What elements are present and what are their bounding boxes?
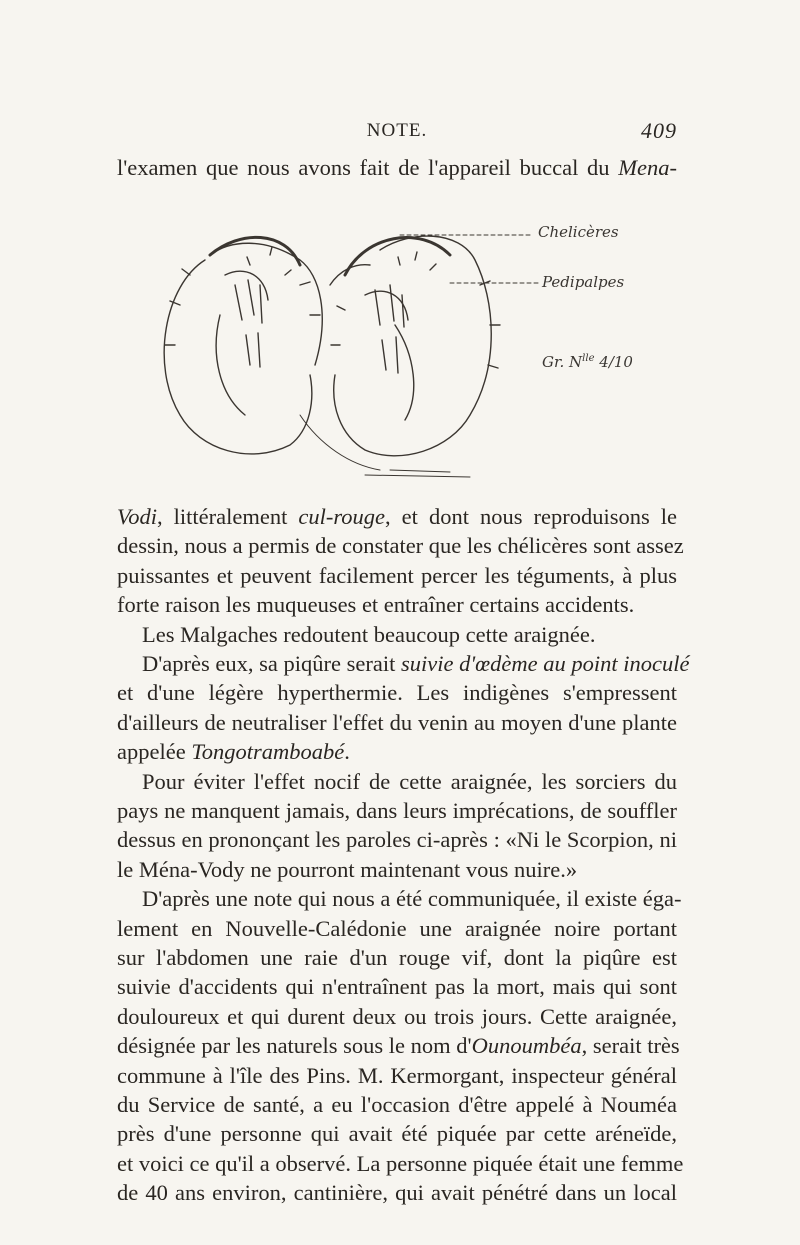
text-run: , serait très xyxy=(581,1033,680,1059)
text-line xyxy=(117,1150,684,1178)
text-run: , littéralement xyxy=(157,504,299,529)
italic-text: Vodi xyxy=(117,504,158,529)
text-line xyxy=(117,1120,677,1148)
text-run: Les Malgaches redoutent beaucoup cette araignée. xyxy=(142,621,596,647)
text-run: d'ailleurs de neutraliser l'effet du venin au moyen d'une plante xyxy=(117,709,677,735)
text-run: du Service de santé, a eu l'occasion d'être appelé à Nouméa xyxy=(117,1092,677,1117)
italic-text: suivie d'œdème au point inoculé xyxy=(400,651,690,676)
text-run: pays ne manquent jamais, dans leurs imprécations, de souffler xyxy=(117,798,677,823)
italic-text: cul-rouge xyxy=(298,504,386,529)
text-line xyxy=(117,1091,677,1119)
text-line-top xyxy=(117,154,677,182)
running-title: NOTE. xyxy=(366,120,428,141)
text-run: dessin, nous a permis de constater que les chélicères sont assez xyxy=(117,533,684,559)
scale-label xyxy=(542,353,633,371)
text-run: près d'une personne qui avait été piquée par cette aréneïde, xyxy=(117,1121,677,1147)
mouthparts-figure xyxy=(150,215,680,485)
running-head xyxy=(117,118,677,146)
top-line-italic: Mena- xyxy=(618,155,677,180)
text-run: puissantes et peuvent facilement percer les téguments, à plus xyxy=(117,562,677,588)
text-line xyxy=(142,768,677,796)
text-run: désignée par les naturels sous le nom d' xyxy=(117,1033,472,1059)
text-line xyxy=(117,826,677,854)
chelicerae-label: Chelicères xyxy=(538,223,619,241)
scale-prefix: Gr. N xyxy=(542,353,583,371)
text-line xyxy=(142,885,682,913)
text-run: lement en Nouvelle-Calédonie une araignée noire portant xyxy=(117,915,677,941)
scale-fraction: 4/10 xyxy=(599,353,633,371)
text-line xyxy=(117,1179,677,1207)
text-run: suivie d'accidents qui n'entraînent pas la mort, mais qui sont xyxy=(117,974,677,1000)
text-run: D'après une note qui nous a été communiquée, il existe éga- xyxy=(142,886,682,912)
text-line xyxy=(117,503,677,531)
text-line xyxy=(142,621,677,649)
text-run: et voici ce qu'il a observé. La personne piquée était une femme xyxy=(117,1150,684,1176)
text-line xyxy=(117,562,677,590)
text-line xyxy=(117,973,677,1001)
text-line xyxy=(117,679,677,707)
text-line xyxy=(117,591,677,619)
text-run: forte raison les muqueuses et entraîner certains accidents. xyxy=(117,592,635,618)
top-line-text: l'examen que nous avons fait de l'appareil buccal du xyxy=(117,155,619,180)
text-line xyxy=(117,738,677,766)
text-run: et d'une légère hyperthermie. Les indigènes s'empressent xyxy=(117,680,677,706)
page-number: 409 xyxy=(641,118,677,143)
text-run: dessus en prononçant les paroles ci-après : «Ni le Scorpion, ni xyxy=(117,827,677,853)
pedipalps-label: Pedipalpes xyxy=(542,273,625,291)
text-line xyxy=(142,650,690,678)
text-line xyxy=(117,856,677,884)
text-line xyxy=(117,915,677,943)
text-line xyxy=(117,709,677,737)
scale-superscript: lle xyxy=(582,353,595,364)
mouthparts-illustration xyxy=(150,215,680,485)
text-run: . xyxy=(344,739,350,765)
text-run: le Ména-Vody ne pourront maintenant vous nuire.» xyxy=(117,856,578,882)
text-line xyxy=(117,797,677,825)
text-run: sur l'abdomen une raie d'un rouge vif, dont la piqûre est xyxy=(117,945,677,970)
text-line xyxy=(117,532,684,560)
text-run: appelée xyxy=(117,739,192,765)
italic-text: Ounoumbéa xyxy=(471,1033,582,1059)
text-run: , et dont nous reproduisons le xyxy=(385,504,677,529)
text-run: D'après eux, sa piqûre serait xyxy=(142,651,401,676)
text-run: Pour éviter l'effet nocif de cette araignée, les sorciers du xyxy=(142,768,677,794)
text-line xyxy=(117,1032,680,1060)
text-run: de 40 ans environ, cantinière, qui avait pénétré dans un local xyxy=(117,1180,677,1206)
text-line xyxy=(117,1003,677,1031)
text-line xyxy=(117,944,677,972)
italic-text: Tongotramboabé xyxy=(191,739,345,765)
text-line xyxy=(117,1062,677,1090)
text-run: commune à l'île des Pins. M. Kermorgant, inspecteur général xyxy=(117,1062,677,1088)
text-run: douloureux et qui durent deux ou trois jours. Cette araignée, xyxy=(117,1003,677,1029)
